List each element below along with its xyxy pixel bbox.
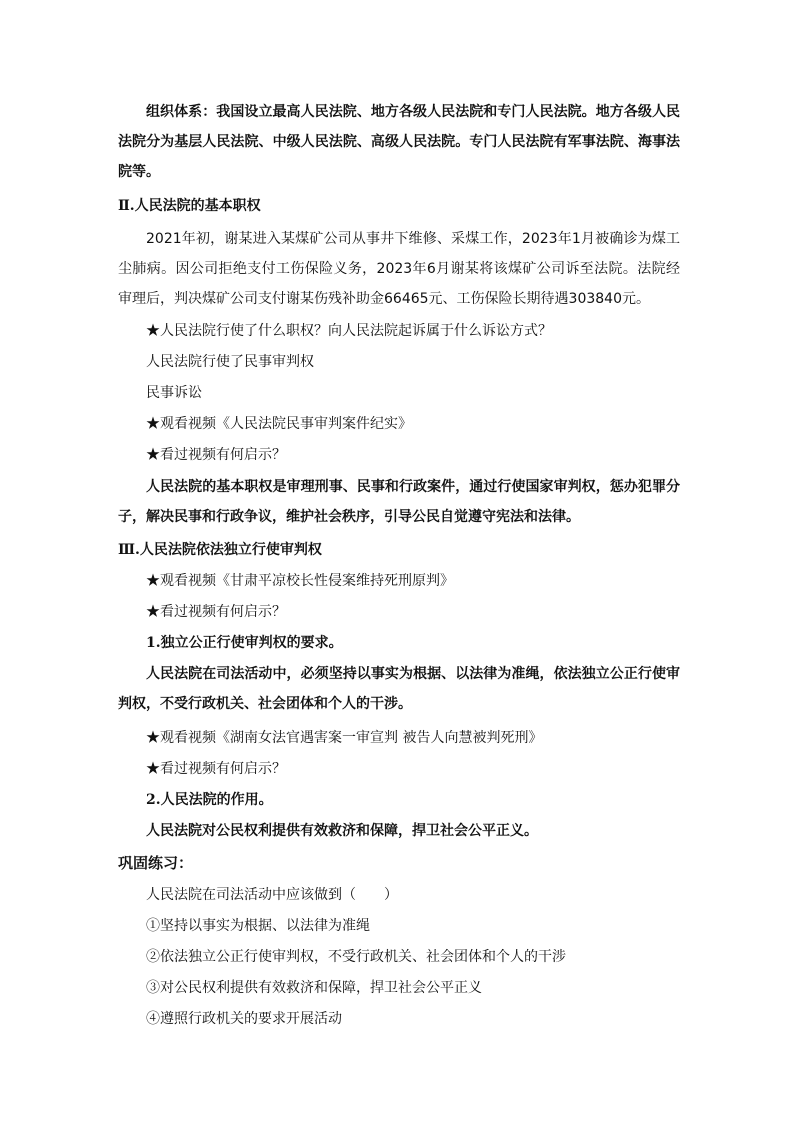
court-role-text: 人民法院对公民权利提供有效救济和保障，捍卫社会公平正义。 (146, 823, 538, 839)
answer-civil-litigation: 民事诉讼 (146, 385, 202, 401)
practice-option-1: ①坚持以事实为根据、以法律为准绳 (146, 918, 370, 934)
basic-powers-summary: 人民法院的基本职权是审理刑事、民事和行政案件，通过行使国家审判权，惩办犯罪分子，解决民事和行政争议，维护社会秩序，引导公民自觉遵守宪法和法律。 (118, 479, 680, 525)
video-question-3: ★看过视频有何启示？ (146, 761, 286, 777)
section3-heading: Ⅲ.人民法院依法独立行使审判权 (118, 542, 322, 558)
video-prompt-1: ★观看视频《人民法院民事审判案件纪实》 (146, 416, 412, 432)
video-question-2: ★看过视频有何启示？ (146, 604, 286, 620)
org-paragraph (118, 97, 680, 187)
case-paragraph: 2021年初，谢某进入某煤矿公司从事井下维修、采煤工作，2023年1月被确诊为煤工尘肺病。因公司拒绝支付工伤保险义务，2023年6月谢某将该煤矿公司诉至法院。法院经审理后，判决煤矿公司支付谢某伤残补助金66465元、工伤保险长期待遇303840元。 (118, 231, 680, 307)
section2-heading: Ⅱ.人民法院的基本职权 (118, 198, 261, 214)
practice-option-2: ②依法独立公正行使审判权，不受行政机关、社会团体和个人的干涉 (146, 949, 566, 965)
practice-option-4: ④遵照行政机关的要求开展活动 (146, 1011, 342, 1027)
org-label: 组织体系： (146, 104, 217, 120)
answer-civil-trial: 人民法院行使了民事审判权 (146, 354, 314, 370)
org-text: 我国设立最高人民法院、地方各级人民法院和专门人民法院。地方各级人民法院分为基层人民法院、中级人民法院、高级人民法院。专门人民法院有军事法院、海事法院等。 (118, 104, 681, 180)
practice-option-3: ③对公民权利提供有效救济和保障，捍卫社会公平正义 (146, 980, 482, 996)
case-question: ★人民法院行使了什么职权？向人民法院起诉属于什么诉讼方式？ (146, 323, 552, 339)
independence-paragraph: 人民法院在司法活动中，必须坚持以事实为根据、以法律为准绳，依法独立公正行使审判权，不受行政机关、社会团体和个人的干涉。 (118, 666, 680, 712)
video-prompt-2: ★观看视频《甘肃平凉校长性侵案维持死刑原判》 (146, 573, 454, 589)
sub-heading-1: 1.独立公正行使审判权的要求。 (146, 635, 343, 651)
video-prompt-3: ★观看视频《湖南女法官遇害案一审宣判 被告人向慧被判死刑》 (146, 730, 543, 746)
sub-heading-2: 2.人民法院的作用。 (146, 792, 273, 808)
video-question-1: ★看过视频有何启示？ (146, 447, 286, 463)
practice-heading: 巩固练习： (118, 854, 194, 872)
practice-question: 人民法院在司法活动中应该做到（ ） (146, 887, 398, 903)
